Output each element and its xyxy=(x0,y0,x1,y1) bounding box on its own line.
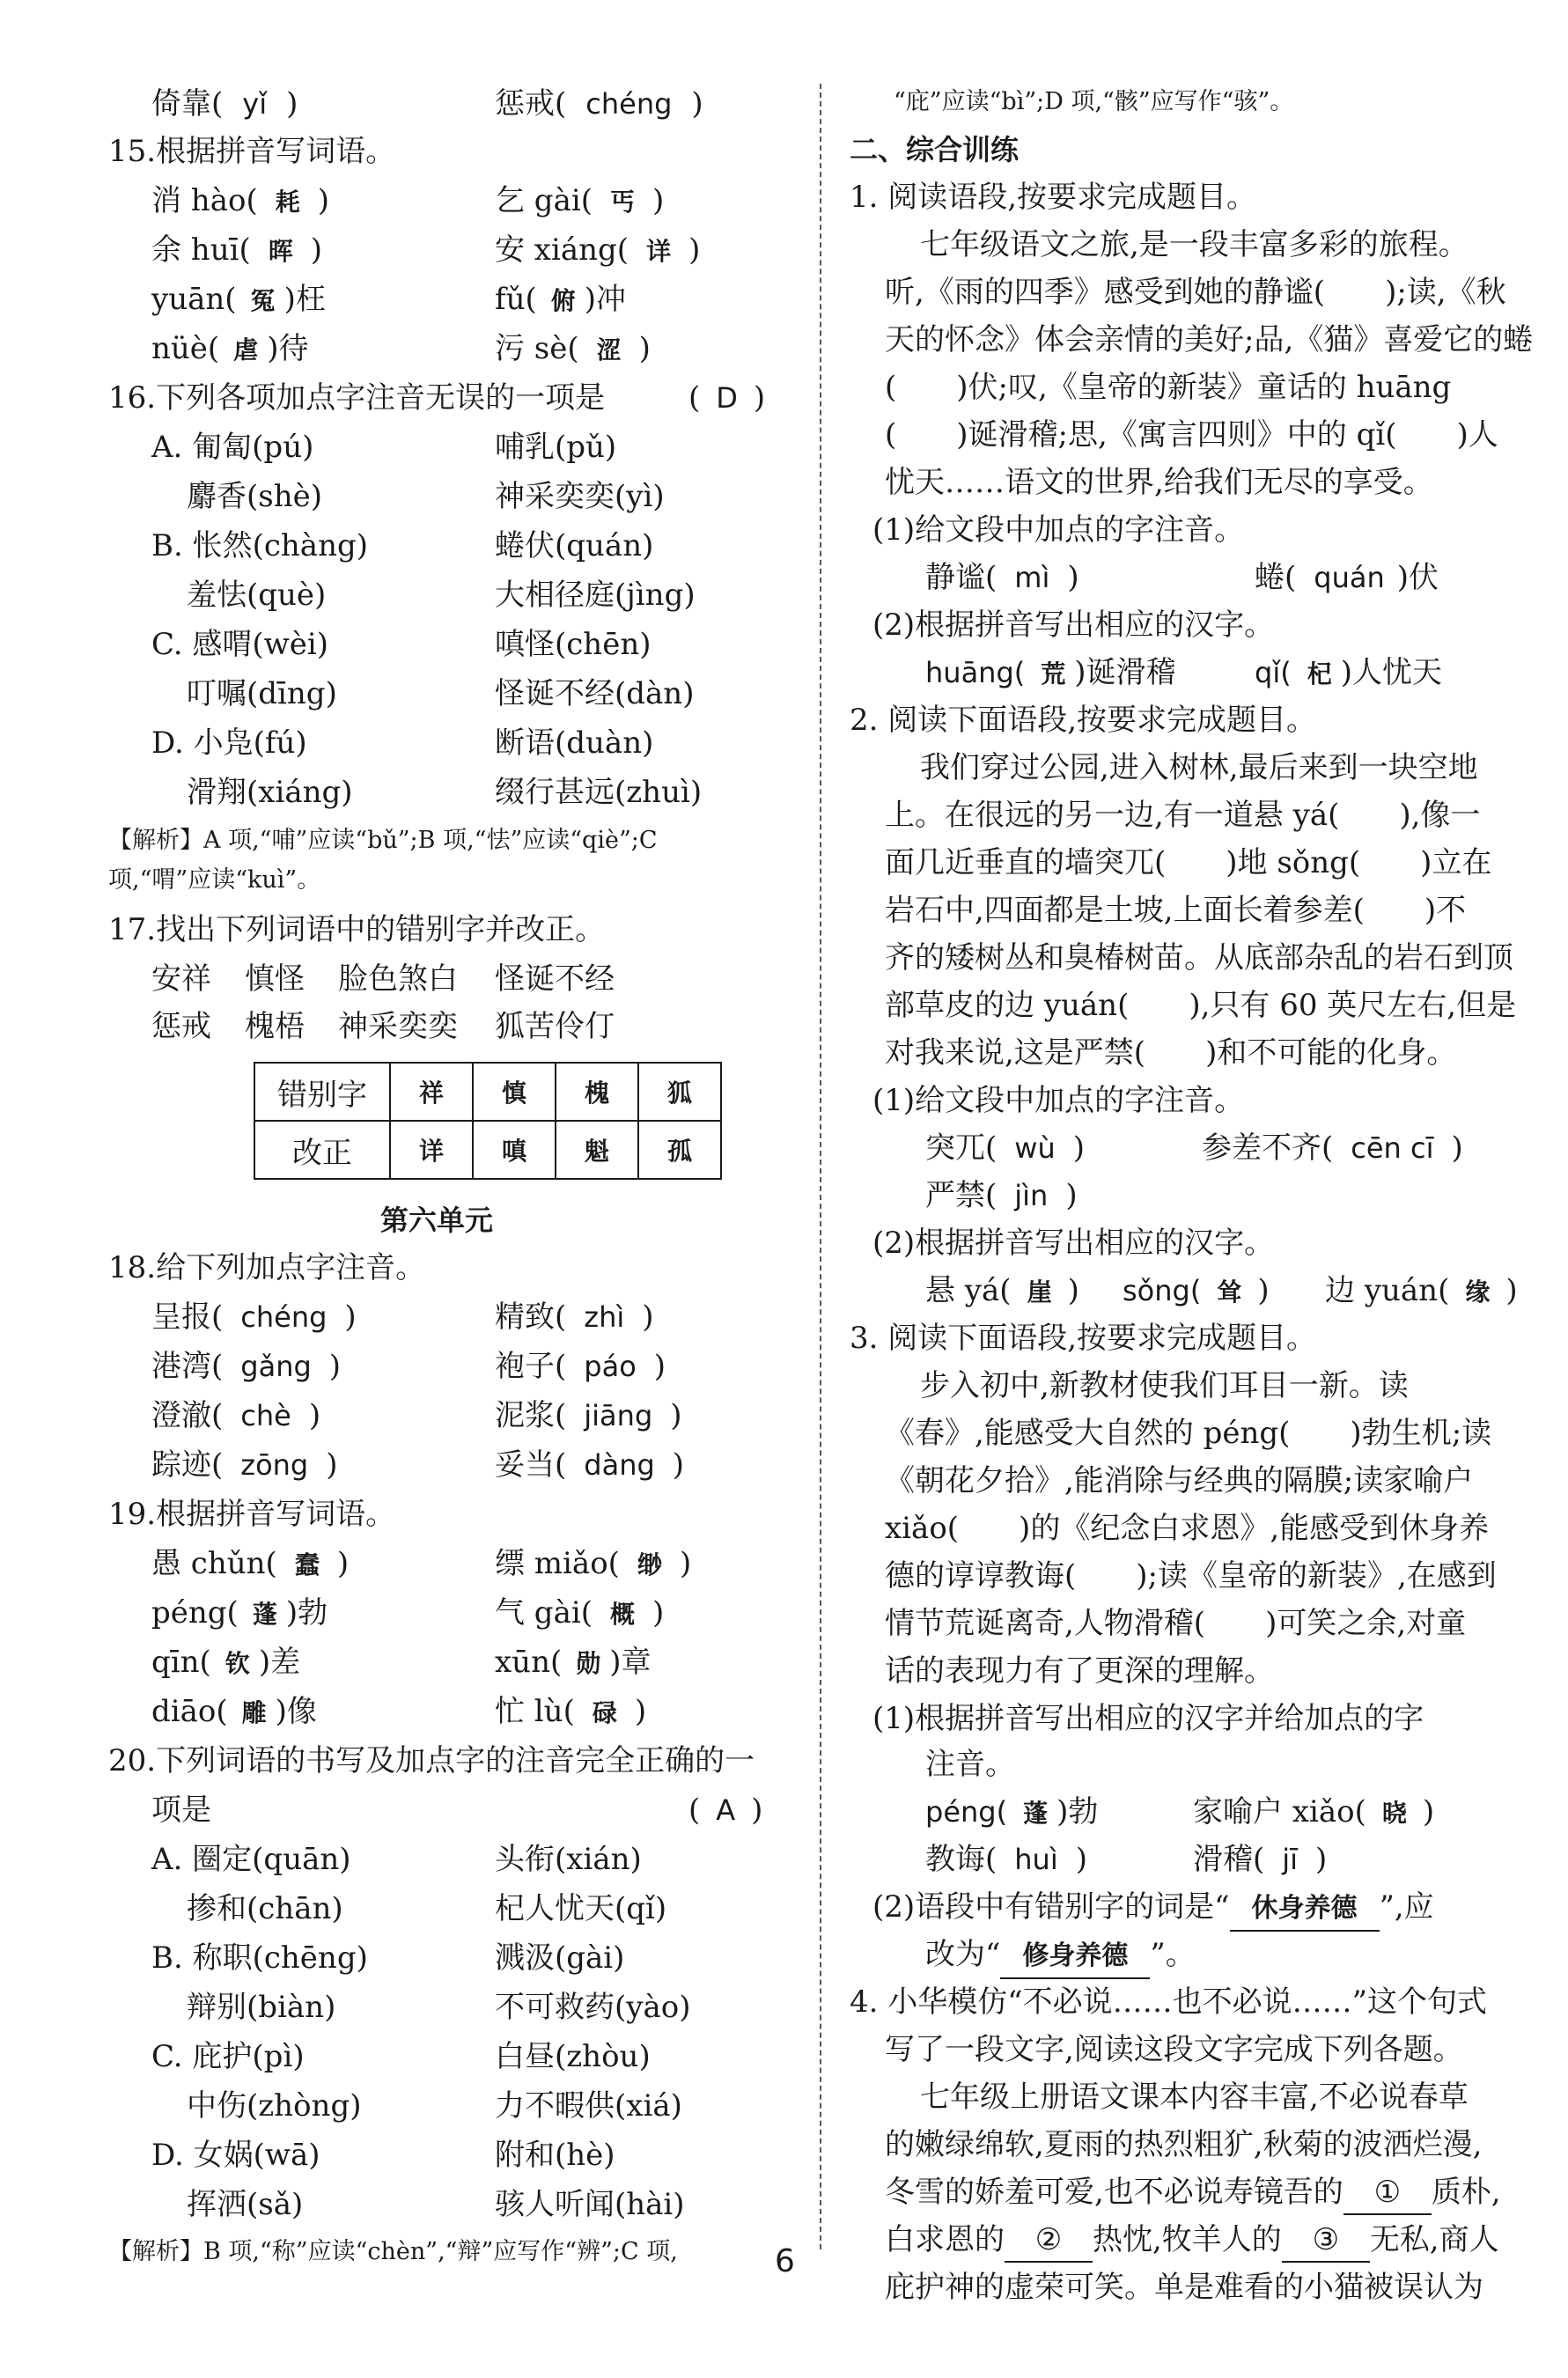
q16-option-d: D. 小凫(fú) xyxy=(151,725,307,761)
q16-option: 麝香(shè) xyxy=(187,479,322,514)
question-r3: 3. 阅读下面语段,按要求完成题目。 xyxy=(850,1321,1317,1356)
q17-word: 慎怪 xyxy=(245,961,305,997)
answer-line: 滑稽( jī ) xyxy=(1193,1842,1328,1877)
q18-item: 港湾( gǎng ) xyxy=(151,1349,342,1384)
question-16: 16.下列各项加点字注音无误的一项是 xyxy=(108,380,606,416)
passage-line: 七年级语文之旅,是一段丰富多彩的旅程。 xyxy=(920,227,1469,262)
q16-option: 哺乳(pǔ) xyxy=(495,430,617,465)
q16-option: 叮嘱(dīng) xyxy=(187,676,337,711)
answer-line: 严禁( jìn ) xyxy=(925,1178,1078,1213)
passage-line: 步入初中,新教材使我们耳目一新。读 xyxy=(920,1368,1409,1403)
question-19: 19.根据拼音写词语。 xyxy=(108,1497,396,1532)
q16-option: 神采奕奕(yì) xyxy=(495,479,665,514)
q18-item: 泥浆( jiāng ) xyxy=(495,1398,682,1433)
blank-1: ① xyxy=(1343,2171,1432,2215)
subquestion-cont: 改为“ 修身养德 ”。 xyxy=(925,1933,1196,1979)
q20-option: 挥洒(sǎ) xyxy=(187,2187,304,2222)
blank-2: ② xyxy=(1005,2219,1093,2263)
passage-line: 的嫩绿绵软,夏雨的热烈粗犷,秋菊的波洒烂漫, xyxy=(885,2127,1483,2162)
passage-line: 冬雪的娇羞可爱,也不必说寿镜吾的 ① 质朴, xyxy=(885,2171,1501,2215)
q20-option: 杞人忧天(qǐ) xyxy=(495,1891,667,1926)
q16-option: 蜷伏(quán) xyxy=(495,528,654,563)
q19-item: péng( 蓬 )勃 xyxy=(151,1595,328,1631)
question-15: 15.根据拼音写词语。 xyxy=(108,134,396,169)
q17-word: 神采奕奕 xyxy=(338,1009,458,1044)
table-cell: 详 xyxy=(390,1121,473,1179)
q19-item: 忙 lù( 碌 ) xyxy=(495,1694,647,1729)
passage-line: 白求恩的 ② 热忱,牧羊人的 ③ 无私,商人 xyxy=(885,2219,1499,2263)
passage-line: xiǎo( )的《纪念白求恩》,能感受到休身养 xyxy=(885,1511,1490,1546)
table-cell: 孤 xyxy=(638,1121,721,1179)
subquestion: (2)根据拼音写出相应的汉字。 xyxy=(872,607,1275,643)
q16-option: 缀行甚远(zhuì) xyxy=(495,775,703,810)
answer-line: qǐ( 杞 )人忧天 xyxy=(1255,655,1442,690)
q16-analysis: 【解析】A 项,“哺”应读“bǔ”;B 项,“怯”应读“qiè”;C xyxy=(108,827,658,854)
question-r4-cont: 写了一段文字,阅读这段文字完成下列各题。 xyxy=(885,2032,1463,2067)
q16-option: 滑翔(xiáng) xyxy=(187,775,353,810)
q20-option: 附和(hè) xyxy=(495,2138,615,2173)
answer-line: 静谧( mì ) xyxy=(925,560,1079,595)
q20-option: 头衔(xián) xyxy=(495,1842,642,1877)
subquestion-cont: 注音。 xyxy=(925,1747,1015,1782)
q18-item: 精致( zhì ) xyxy=(495,1299,654,1335)
table-header: 改正 xyxy=(254,1121,390,1179)
answer-line: huāng( 荒 )诞滑稽 xyxy=(925,655,1176,690)
subquestion: (1)根据拼音写出相应的汉字并给加点的字 xyxy=(872,1701,1424,1736)
table-header: 错别字 xyxy=(254,1063,390,1121)
q20-option: 辩别(biàn) xyxy=(187,1990,336,2025)
table-cell: 槐 xyxy=(556,1063,638,1121)
q20-option: 不可救药(yào) xyxy=(495,1990,691,2025)
answer-line: 悬 yá( 崖 ) xyxy=(925,1273,1079,1308)
passage-line: 情节荒诞离奇,人物滑稽( )可笑之余,对童 xyxy=(885,1606,1467,1641)
subquestion: (1)给文段中加点的字注音。 xyxy=(872,1083,1245,1118)
q17-word: 惩戒 xyxy=(151,1009,211,1044)
q15-item: fǔ( 俯 )冲 xyxy=(495,282,627,317)
question-r2: 2. 阅读下面语段,按要求完成题目。 xyxy=(850,703,1317,738)
q19-item: 愚 chǔn( 蠢 ) xyxy=(151,1546,350,1581)
q16-option: 断语(duàn) xyxy=(495,725,654,761)
question-17: 17.找出下列词语中的错别字并改正。 xyxy=(108,912,606,947)
q15-item: 消 hào( 耗 ) xyxy=(151,183,329,218)
q16-option: 大相径庭(jìng) xyxy=(495,578,696,613)
passage-line: 对我来说,这是严禁( )和不可能的化身。 xyxy=(885,1035,1457,1071)
passage-line: 《朝花夕拾》,能消除与经典的隔膜;读家喻户 xyxy=(885,1463,1474,1498)
q15-item: yuān( 冤 )枉 xyxy=(151,282,326,317)
q18-item: 踪迹( zōng ) xyxy=(151,1447,338,1483)
passage-line: 听,《雨的四季》感受到她的静谧( );读,《秋 xyxy=(885,275,1506,310)
q20-option-c: C. 庇护(pì) xyxy=(151,2039,305,2074)
q16-analysis: 项,“喟”应读“kuì”。 xyxy=(108,866,321,894)
passage-line: 德的谆谆教诲( );读《皇帝的新装》,在感到 xyxy=(885,1558,1497,1594)
q20-option: 掺和(chān) xyxy=(187,1891,343,1926)
q19-item: xūn( 勋 )章 xyxy=(495,1645,651,1680)
q16-option: 怪诞不经(dàn) xyxy=(495,676,695,711)
question-r4: 4. 小华模仿“不必说……也不必说……”这个句式 xyxy=(850,1984,1488,2020)
answer-line: péng( 蓬 )勃 xyxy=(925,1794,1099,1830)
unit-six-heading: 第六单元 xyxy=(380,1204,494,1237)
answer-blank: 休身养德 xyxy=(1230,1888,1380,1932)
answer-line: 蜷( quán )伏 xyxy=(1255,560,1439,595)
q20-option-a: A. 圈定(quān) xyxy=(151,1842,351,1877)
q20-answer: ( A ) xyxy=(688,1793,763,1828)
passage-line: 《春》,能感受大自然的 péng( )勃生机;读 xyxy=(885,1416,1492,1451)
subquestion: (2)根据拼音写出相应的汉字。 xyxy=(872,1226,1275,1261)
table-cell: 狐 xyxy=(638,1063,721,1121)
table-cell: 嗔 xyxy=(473,1121,556,1179)
q16-option-a: A. 匍匐(pú) xyxy=(151,430,314,465)
item-chengjie: 惩戒( chéng ) xyxy=(495,86,703,121)
answer-line: 家喻户 xiǎo( 晓 ) xyxy=(1193,1794,1435,1830)
q15-item: 乞 gài( 丐 ) xyxy=(495,183,665,218)
table-row xyxy=(254,1063,721,1121)
q20-option: 白昼(zhòu) xyxy=(495,2039,651,2074)
q16-option-b: B. 怅然(chàng) xyxy=(151,528,369,563)
q16-option: 羞怯(què) xyxy=(187,578,327,613)
table-cell: 魁 xyxy=(556,1121,638,1179)
q20-analysis: 【解析】B 项,“称”应读“chèn”,“辩”应写作“辨”;C 项, xyxy=(108,2238,678,2265)
question-r1: 1. 阅读语段,按要求完成题目。 xyxy=(850,180,1257,215)
q20-option: 骇人听闻(hài) xyxy=(495,2187,685,2222)
q17-word: 狐苦伶仃 xyxy=(495,1009,615,1044)
q16-answer: ( D ) xyxy=(688,380,766,416)
passage-line: 忧天……语文的世界,给我们无尽的享受。 xyxy=(885,465,1433,500)
table-cell: 慎 xyxy=(473,1063,556,1121)
subquestion: (2)语段中有错别字的词是“ 休身养德 ”,应 xyxy=(872,1886,1434,1932)
q18-item: 妥当( dàng ) xyxy=(495,1447,685,1483)
q20-option: 中伤(zhòng) xyxy=(187,2088,362,2124)
passage-line: 岩石中,四面都是土坡,上面长着参差( )不 xyxy=(885,893,1467,928)
answer-line: 参差不齐( cēn cī ) xyxy=(1202,1130,1463,1166)
item-yikao: 倚靠( yǐ ) xyxy=(151,86,298,121)
q16-option: 嗔怪(chēn) xyxy=(495,627,651,662)
section-comprehensive-training: 二、综合训练 xyxy=(850,133,1020,166)
q15-item: nüè( 虐 )待 xyxy=(151,331,309,366)
passage-line: 庇护神的虚荣可笑。单是难看的小猫被误认为 xyxy=(885,2270,1483,2305)
passage-line: 齐的矮树丛和臭椿树苗。从底部杂乱的岩石到顶 xyxy=(885,940,1513,975)
q20-option: 溅汲(gài) xyxy=(495,1940,625,1976)
column-divider xyxy=(820,84,821,2249)
q17-word: 脸色煞白 xyxy=(338,961,458,997)
blank-3: ③ xyxy=(1282,2219,1370,2263)
passage-line: ( )伏;叹,《皇帝的新装》童话的 huāng xyxy=(885,370,1452,405)
passage-line: 天的怀念》体会亲情的美好;品,《猫》喜爱它的蜷 xyxy=(885,322,1534,357)
q19-item: qīn( 钦 )差 xyxy=(151,1645,301,1680)
q19-item: diāo( 雕 )像 xyxy=(151,1694,317,1729)
q20-option-d: D. 女娲(wā) xyxy=(151,2138,320,2173)
subquestion: (1)给文段中加点的字注音。 xyxy=(872,512,1245,548)
question-20: 20.下列词语的书写及加点字的注音完全正确的一 xyxy=(108,1743,755,1778)
question-20-cont: 项是 xyxy=(151,1793,211,1828)
q15-item: 污 sè( 涩 ) xyxy=(495,331,651,366)
q20-option: 力不暇供(xiá) xyxy=(495,2088,682,2124)
passage-line: 面几近垂直的墙突兀( )地 sǒng( )立在 xyxy=(885,845,1492,880)
passage-line: 话的表现力有了更深的理解。 xyxy=(885,1653,1274,1689)
q18-item: 呈报( chéng ) xyxy=(151,1299,357,1335)
q19-item: 缥 miǎo( 缈 ) xyxy=(495,1546,692,1581)
passage-line: 我们穿过公园,进入树林,最后来到一块空地 xyxy=(920,750,1478,785)
passage-line: 七年级上册语文课本内容丰富,不必说春草 xyxy=(920,2080,1469,2115)
answer-line: 教诲( huì ) xyxy=(925,1842,1087,1877)
answer-line: 边 yuán( 缘 ) xyxy=(1325,1273,1518,1308)
correction-table xyxy=(254,1062,722,1180)
passage-line: 上。在很远的另一边,有一道悬 yá( ),像一 xyxy=(885,798,1481,833)
answer-line: 突兀( wù ) xyxy=(925,1130,1085,1166)
answer-line: sǒng( 耸 ) xyxy=(1123,1273,1270,1308)
q16-option-c: C. 感喟(wèi) xyxy=(151,627,329,662)
q20-analysis-cont: “庇”应读“bì”;D 项,“骸”应写作“骇”。 xyxy=(894,88,1294,115)
q20-option-b: B. 称职(chēng) xyxy=(151,1940,368,1976)
q17-word: 怪诞不经 xyxy=(495,961,615,997)
passage-line: ( )诞滑稽;思,《寓言四则》中的 qǐ( )人 xyxy=(885,417,1498,453)
question-18: 18.给下列加点字注音。 xyxy=(108,1250,426,1285)
answer-blank: 修身养德 xyxy=(1000,1935,1150,1979)
q18-item: 澄澈( chè ) xyxy=(151,1398,321,1433)
q17-word: 槐梧 xyxy=(245,1009,305,1044)
passage-line: 部草皮的边 yuán( ),只有 60 英尺左右,但是 xyxy=(885,988,1517,1023)
q18-item: 袍子( páo ) xyxy=(495,1349,666,1384)
table-row xyxy=(254,1121,721,1179)
q15-item: 安 xiáng( 详 ) xyxy=(495,232,701,268)
q15-item: 余 huī( 晖 ) xyxy=(151,232,323,268)
q17-word: 安祥 xyxy=(151,961,211,997)
table-cell: 祥 xyxy=(390,1063,473,1121)
page-number: 6 xyxy=(775,2243,795,2279)
q19-item: 气 gài( 概 ) xyxy=(495,1595,665,1631)
